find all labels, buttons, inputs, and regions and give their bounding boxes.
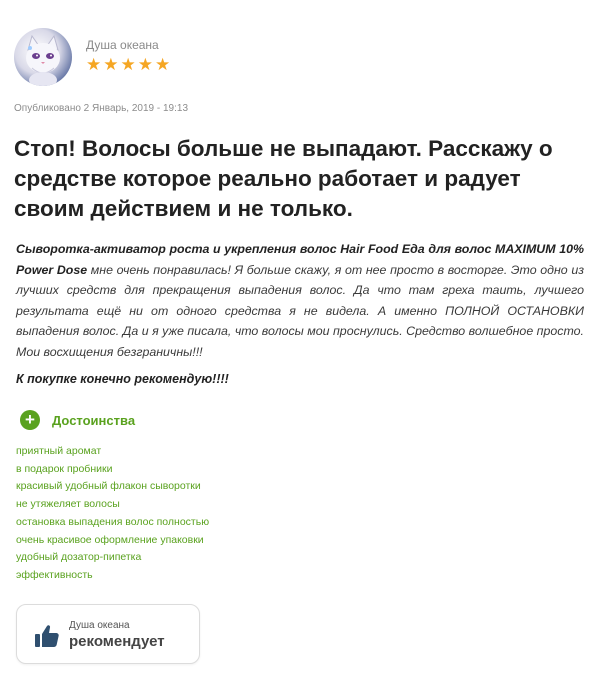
recommender-name: Душа океана — [69, 620, 130, 631]
plus-icon: + — [20, 410, 40, 430]
author-meta — [86, 38, 170, 73]
list-item: красивый удобный флакон сыворотки — [16, 480, 201, 493]
rating-stars — [86, 56, 170, 73]
recommend-statement: К покупке конечно рекомендую!!!! — [16, 372, 229, 386]
review-body — [16, 239, 584, 363]
star-icon: ★ — [103, 55, 119, 74]
recommends-label: рекомендует — [69, 633, 165, 650]
recommends-badge — [16, 604, 200, 664]
product-name: Сыворотка-активатор роста и укрепления волос Hair Food Еда для волос MAXIMUM 10% Power Dose — [16, 242, 584, 277]
pros-title: Достоинства — [52, 412, 136, 428]
pros-list — [16, 443, 209, 585]
star-icon: ★ — [155, 55, 171, 74]
pros-header — [20, 410, 135, 430]
review-title: Стоп! Волосы больше не выпадают. Расскажу о средстве которое реально работает и радует своим действием и не только. — [14, 136, 553, 221]
list-item: эффективность — [16, 568, 93, 581]
thumbs-up-icon — [34, 623, 60, 654]
list-item: в подарок пробники — [16, 462, 113, 475]
author-block — [14, 28, 170, 86]
star-icon: ★ — [137, 55, 153, 74]
star-icon: ★ — [120, 55, 136, 74]
list-item: остановка выпадения волос полностью — [16, 515, 210, 528]
cat-avatar-icon — [14, 28, 72, 86]
review-text: мне очень понравилась! Я больше скажу, я от нее просто в восторге. Это одно из лучших средств для прекращения выпадения волос. Да что там греха таить, лучшего результата ещё ни от одного средства я не видела. А именно ПОЛНОЙ ОСТАНОВКИ выпадения волос. Да и я уже писала, что волосы мои проснулись. Средство волшебное просто. Мои восхищения безграничны!!! — [16, 262, 584, 359]
list-item: очень красивое оформление упаковки — [16, 533, 204, 546]
list-item: не утяжеляет волосы — [16, 498, 120, 511]
published-date: Опубликовано 2 Январь, 2019 - 19:13 — [14, 103, 189, 114]
star-icon: ★ — [86, 55, 102, 74]
list-item: удобный дозатор-пипетка — [16, 551, 142, 564]
author-name[interactable]: Душа океана — [86, 38, 159, 52]
avatar[interactable] — [14, 28, 72, 86]
list-item: приятный аромат — [16, 445, 102, 457]
